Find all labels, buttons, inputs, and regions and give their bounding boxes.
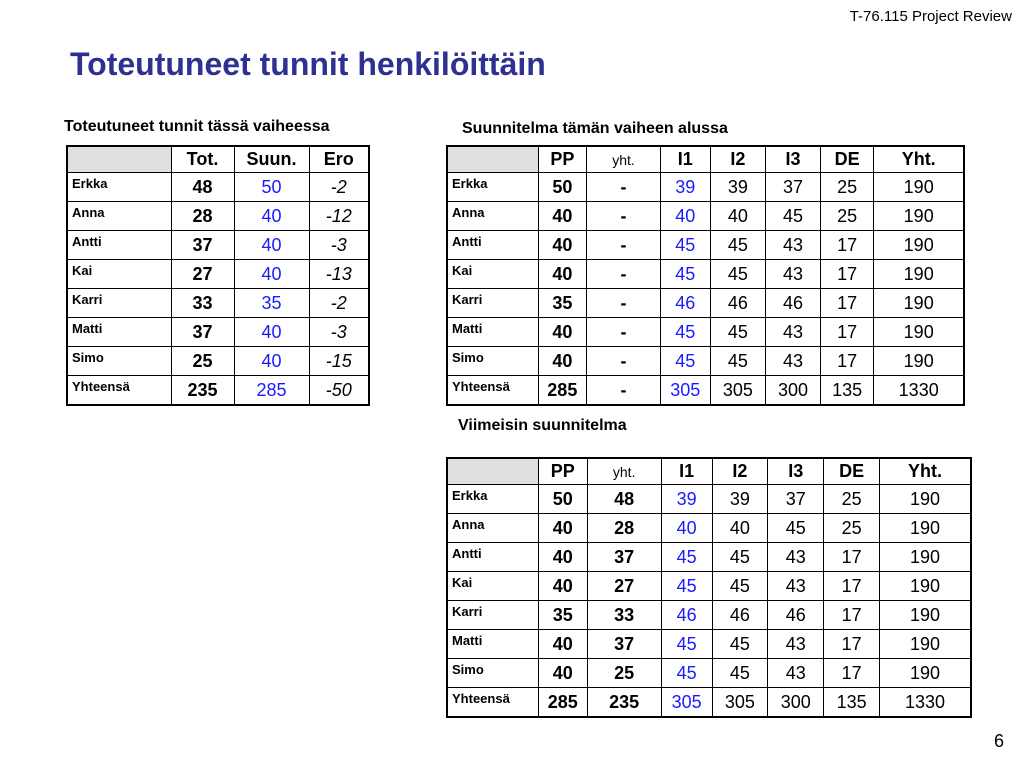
cell-suun: 40 [234,202,309,231]
corner-cell [447,146,538,173]
cell-i1: 45 [661,572,712,601]
cell-total: 190 [874,318,964,347]
table-row [447,543,971,572]
row-name: Antti [447,231,538,260]
course-header: T-76.115 Project Review [849,8,1012,25]
cell-i2: 45 [710,347,766,376]
row-name: Simo [67,347,171,376]
cell-pp: 40 [538,630,587,659]
cell-yht: 37 [587,630,661,659]
corner-cell [67,146,171,173]
table-row [447,376,964,406]
cell-de: 25 [824,514,880,543]
cell-ero: -50 [309,376,369,406]
col-header-i1: I1 [661,458,712,485]
row-name: Erkka [447,173,538,202]
col-header-i3: I3 [768,458,824,485]
cell-yht: - [587,376,661,406]
cell-i3: 43 [768,630,824,659]
col-header-pp: PP [538,458,587,485]
cell-total: 190 [880,485,971,514]
col-header-i2: I2 [710,146,766,173]
cell-i3: 43 [766,347,821,376]
row-name: Antti [67,231,171,260]
col-header-total: Yht. [880,458,971,485]
cell-i1: 46 [661,601,712,630]
cell-tot: 25 [171,347,234,376]
cell-i1: 45 [660,260,710,289]
cell-de: 17 [824,543,880,572]
cell-ero: -3 [309,231,369,260]
cell-i3: 43 [768,543,824,572]
cell-pp: 40 [538,318,587,347]
cell-tot: 33 [171,289,234,318]
latest-plan-table [446,457,972,718]
cell-i2: 45 [712,572,768,601]
cell-i1: 45 [660,347,710,376]
row-name: Yhteensä [447,688,538,718]
cell-i2: 40 [712,514,768,543]
cell-de: 17 [824,659,880,688]
table-row [67,173,369,202]
cell-yht: - [587,318,661,347]
table-row [67,376,369,406]
cell-de: 17 [824,601,880,630]
cell-i2: 305 [712,688,768,718]
cell-de: 17 [820,231,874,260]
cell-ero: -13 [309,260,369,289]
cell-total: 190 [874,231,964,260]
table-row [447,514,971,543]
cell-suun: 285 [234,376,309,406]
table-row [67,347,369,376]
table-row [67,260,369,289]
row-name: Kai [447,260,538,289]
table-row [447,231,964,260]
cell-pp: 35 [538,601,587,630]
row-name: Simo [447,659,538,688]
cell-yht: 28 [587,514,661,543]
table2-caption: Suunnitelma tämän vaiheen alussa [462,120,728,137]
table-row [67,318,369,347]
cell-i2: 45 [712,543,768,572]
row-name: Karri [447,289,538,318]
cell-i1: 45 [660,231,710,260]
row-name: Antti [447,543,538,572]
table-row [447,318,964,347]
cell-yht: 33 [587,601,661,630]
table3-caption: Viimeisin suunnitelma [458,417,627,434]
cell-total: 190 [874,347,964,376]
cell-i3: 37 [766,173,821,202]
cell-ero: -3 [309,318,369,347]
cell-i1: 39 [660,173,710,202]
cell-total: 190 [874,289,964,318]
initial-plan-table [446,145,965,406]
col-header-pp: PP [538,146,587,173]
table-row [447,289,964,318]
cell-suun: 50 [234,173,309,202]
corner-cell [447,458,538,485]
cell-i2: 45 [712,659,768,688]
table-header-row [67,146,369,173]
col-header-total: Yht. [874,146,964,173]
col-header-yht: yht. [587,146,661,173]
cell-i2: 39 [710,173,766,202]
cell-de: 17 [820,289,874,318]
cell-yht: - [587,289,661,318]
row-name: Yhteensä [67,376,171,406]
cell-total: 1330 [880,688,971,718]
row-name: Erkka [447,485,538,514]
cell-total: 190 [880,630,971,659]
row-name: Matti [447,318,538,347]
row-name: Matti [67,318,171,347]
row-name: Kai [447,572,538,601]
cell-i3: 45 [768,514,824,543]
cell-pp: 40 [538,572,587,601]
cell-i2: 46 [710,289,766,318]
cell-suun: 40 [234,260,309,289]
table-row [447,173,964,202]
cell-total: 190 [880,514,971,543]
cell-i2: 40 [710,202,766,231]
cell-tot: 28 [171,202,234,231]
cell-yht: 37 [587,543,661,572]
page-number: 6 [993,731,1004,751]
cell-total: 190 [880,572,971,601]
table-row [447,202,964,231]
cell-yht: - [587,347,661,376]
cell-pp: 50 [538,173,587,202]
cell-i3: 46 [766,289,821,318]
table-row [447,572,971,601]
cell-i2: 305 [710,376,766,406]
cell-yht: 235 [587,688,661,718]
cell-de: 17 [824,572,880,601]
cell-pp: 285 [538,688,587,718]
cell-i3: 300 [766,376,821,406]
cell-yht: - [587,202,661,231]
cell-pp: 50 [538,485,587,514]
row-name: Simo [447,347,538,376]
cell-i3: 300 [768,688,824,718]
cell-de: 25 [824,485,880,514]
row-name: Karri [447,601,538,630]
col-header-i3: I3 [766,146,821,173]
cell-pp: 40 [538,260,587,289]
cell-ero: -12 [309,202,369,231]
cell-de: 135 [820,376,874,406]
cell-total: 1330 [874,376,964,406]
row-name: Erkka [67,173,171,202]
row-name: Anna [67,202,171,231]
table-row [447,601,971,630]
cell-i2: 45 [710,231,766,260]
cell-i3: 43 [766,318,821,347]
table-row [447,485,971,514]
cell-total: 190 [880,601,971,630]
cell-i1: 46 [660,289,710,318]
cell-i1: 305 [660,376,710,406]
row-name: Anna [447,202,538,231]
cell-pp: 35 [538,289,587,318]
cell-i3: 46 [768,601,824,630]
cell-de: 17 [824,630,880,659]
cell-i3: 43 [766,231,821,260]
col-header-ero: Ero [309,146,369,173]
cell-yht: 27 [587,572,661,601]
actual-hours-table [66,145,370,406]
cell-de: 17 [820,347,874,376]
cell-tot: 235 [171,376,234,406]
cell-i3: 43 [768,659,824,688]
cell-tot: 48 [171,173,234,202]
cell-de: 25 [820,173,874,202]
table-row [447,347,964,376]
col-header-tot: Tot. [171,146,234,173]
cell-pp: 40 [538,202,587,231]
cell-suun: 40 [234,231,309,260]
cell-yht: 48 [587,485,661,514]
cell-suun: 40 [234,347,309,376]
cell-i3: 43 [766,260,821,289]
cell-de: 17 [820,260,874,289]
cell-suun: 40 [234,318,309,347]
row-name: Karri [67,289,171,318]
cell-i1: 45 [660,318,710,347]
cell-i3: 45 [766,202,821,231]
cell-tot: 37 [171,231,234,260]
cell-i2: 46 [712,601,768,630]
row-name: Kai [67,260,171,289]
cell-de: 25 [820,202,874,231]
cell-pp: 40 [538,543,587,572]
cell-ero: -2 [309,289,369,318]
cell-i2: 45 [710,260,766,289]
cell-i1: 45 [661,659,712,688]
table-header-row [447,146,964,173]
slide-title: Toteutuneet tunnit henkilöittäin [70,46,546,82]
table-row [447,688,971,718]
cell-i1: 305 [661,688,712,718]
row-name: Anna [447,514,538,543]
cell-pp: 40 [538,231,587,260]
cell-i3: 37 [768,485,824,514]
cell-i1: 45 [661,630,712,659]
cell-pp: 40 [538,659,587,688]
table-row [447,630,971,659]
cell-total: 190 [874,173,964,202]
cell-total: 190 [874,202,964,231]
cell-total: 190 [874,260,964,289]
col-header-i2: I2 [712,458,768,485]
cell-yht: - [587,260,661,289]
cell-ero: -15 [309,347,369,376]
cell-i2: 45 [712,630,768,659]
cell-total: 190 [880,543,971,572]
cell-yht: 25 [587,659,661,688]
cell-i2: 39 [712,485,768,514]
cell-i1: 45 [661,543,712,572]
row-name: Yhteensä [447,376,538,406]
cell-pp: 40 [538,347,587,376]
cell-total: 190 [880,659,971,688]
cell-i1: 40 [661,514,712,543]
cell-suun: 35 [234,289,309,318]
table1-caption: Toteutuneet tunnit tässä vaiheessa [64,118,330,135]
col-header-yht: yht. [587,458,661,485]
cell-yht: - [587,231,661,260]
col-header-de: DE [824,458,880,485]
table-row [67,231,369,260]
table-row [447,260,964,289]
cell-tot: 27 [171,260,234,289]
cell-pp: 40 [538,514,587,543]
cell-i2: 45 [710,318,766,347]
table-row [447,659,971,688]
table-row [67,202,369,231]
cell-yht: - [587,173,661,202]
table-row [67,289,369,318]
col-header-i1: I1 [660,146,710,173]
cell-de: 135 [824,688,880,718]
cell-pp: 285 [538,376,587,406]
cell-i1: 39 [661,485,712,514]
col-header-suun: Suun. [234,146,309,173]
cell-i1: 40 [660,202,710,231]
col-header-de: DE [820,146,874,173]
cell-ero: -2 [309,173,369,202]
row-name: Matti [447,630,538,659]
cell-i3: 43 [768,572,824,601]
cell-tot: 37 [171,318,234,347]
cell-de: 17 [820,318,874,347]
table-header-row [447,458,971,485]
